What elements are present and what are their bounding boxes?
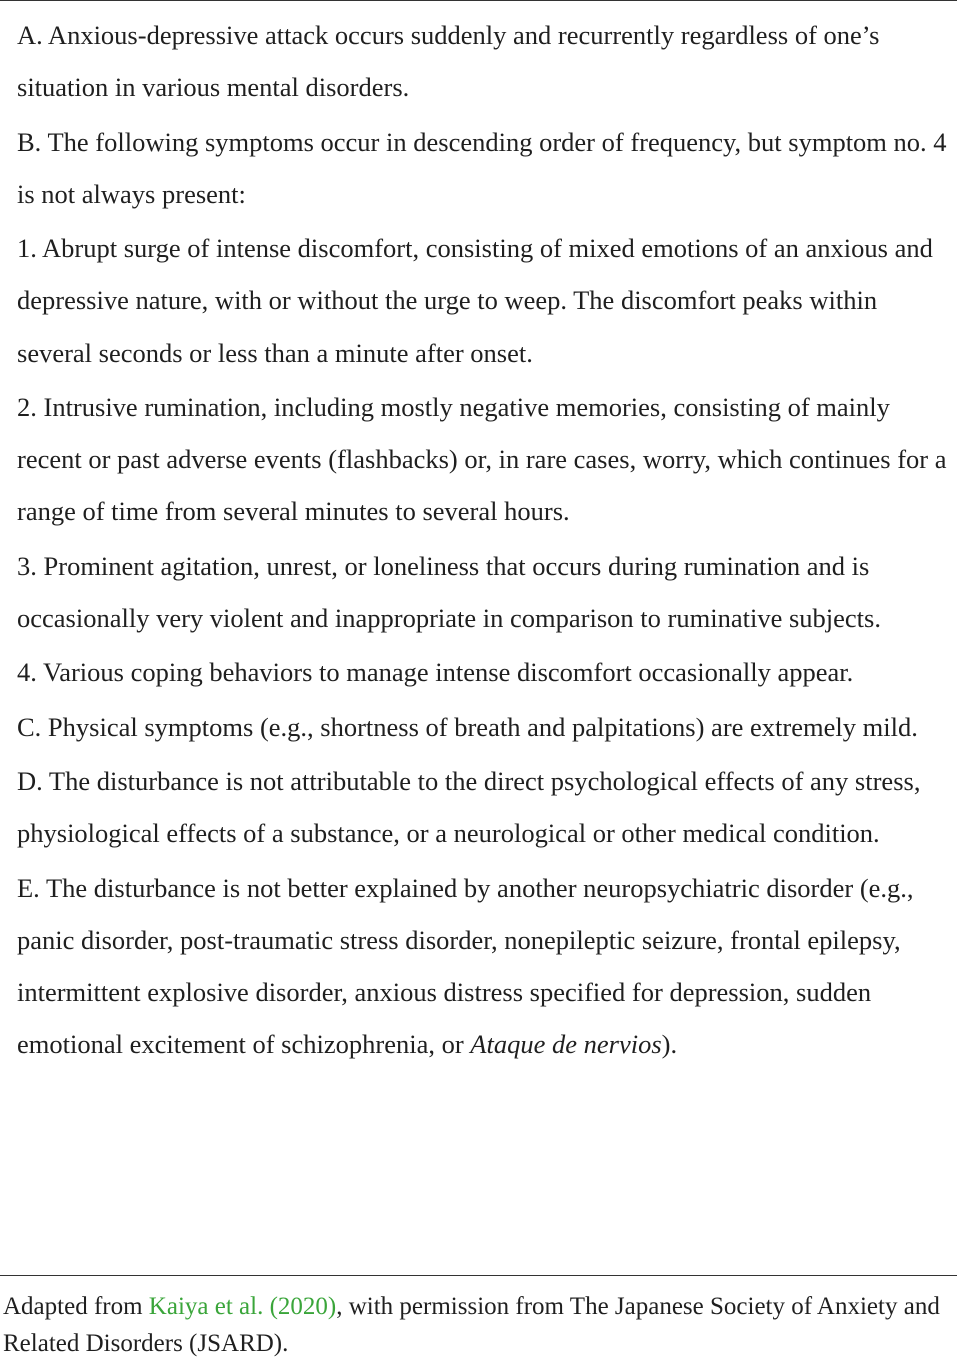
citation-link[interactable]: Kaiya et al. (2020) <box>148 1293 337 1320</box>
symptom-3: 3. Prominent agitation, unrest, or loneliness that occurs during rumination and is occasionally very violent and inappropriate in comparison to ruminative subjects. <box>17 550 881 633</box>
criterion-e <box>17 862 947 1071</box>
criterion-d: D. The disturbance is not attributable to the direct psychological effects of any stress, physiological effects of a substance, or a neurological or other medical condition. <box>17 766 921 849</box>
symptom-1: 1. Abrupt surge of intense discomfort, consisting of mixed emotions of an anxious and depressive nature, with or without the urge to weep. The discomfort peaks within several seconds or less than a minute after onset. <box>17 233 933 368</box>
criteria-list <box>17 9 947 1073</box>
criterion-e-text: E. The disturbance is not better explained by another neuropsychiatric disorder (e.g., panic disorder, post-traumatic stress disorder, nonepileptic seizure, frontal epilepsy, intermittent explosive disorder, anxious distress specified for depression, sudden emotional excitement of schizophrenia, or <box>17 872 914 1060</box>
criterion-b: B. The following symptoms occur in descending order of frequency, but symptom no. 4 is not always present: <box>17 126 947 209</box>
criterion-e-end: ). <box>661 1029 678 1060</box>
footnote-suffix: , with permission from The Japanese Society of Anxiety and Related Disorders (JSARD). <box>3 1293 940 1357</box>
symptom-2: 2. Intrusive rumination, including mostly negative memories, consisting of mainly recent or past adverse events (flashbacks) or, in rare cases, worry, which continues for a range of time from several minutes to several hours. <box>17 391 947 527</box>
criterion-a: A. Anxious-depressive attack occurs suddenly and recurrently regardless of one’s situation in various mental disorders. <box>17 20 880 103</box>
criterion-e-italic: Ataque de nervios <box>470 1029 662 1060</box>
symptom-4: 4. Various coping behaviors to manage intense discomfort occasionally appear. <box>17 657 854 688</box>
footnote-prefix: Adapted from <box>3 1293 149 1320</box>
criterion-c: C. Physical symptoms (e.g., shortness of breath and palpitations) are extremely mild. <box>17 711 918 742</box>
table-footnote <box>3 1288 953 1362</box>
